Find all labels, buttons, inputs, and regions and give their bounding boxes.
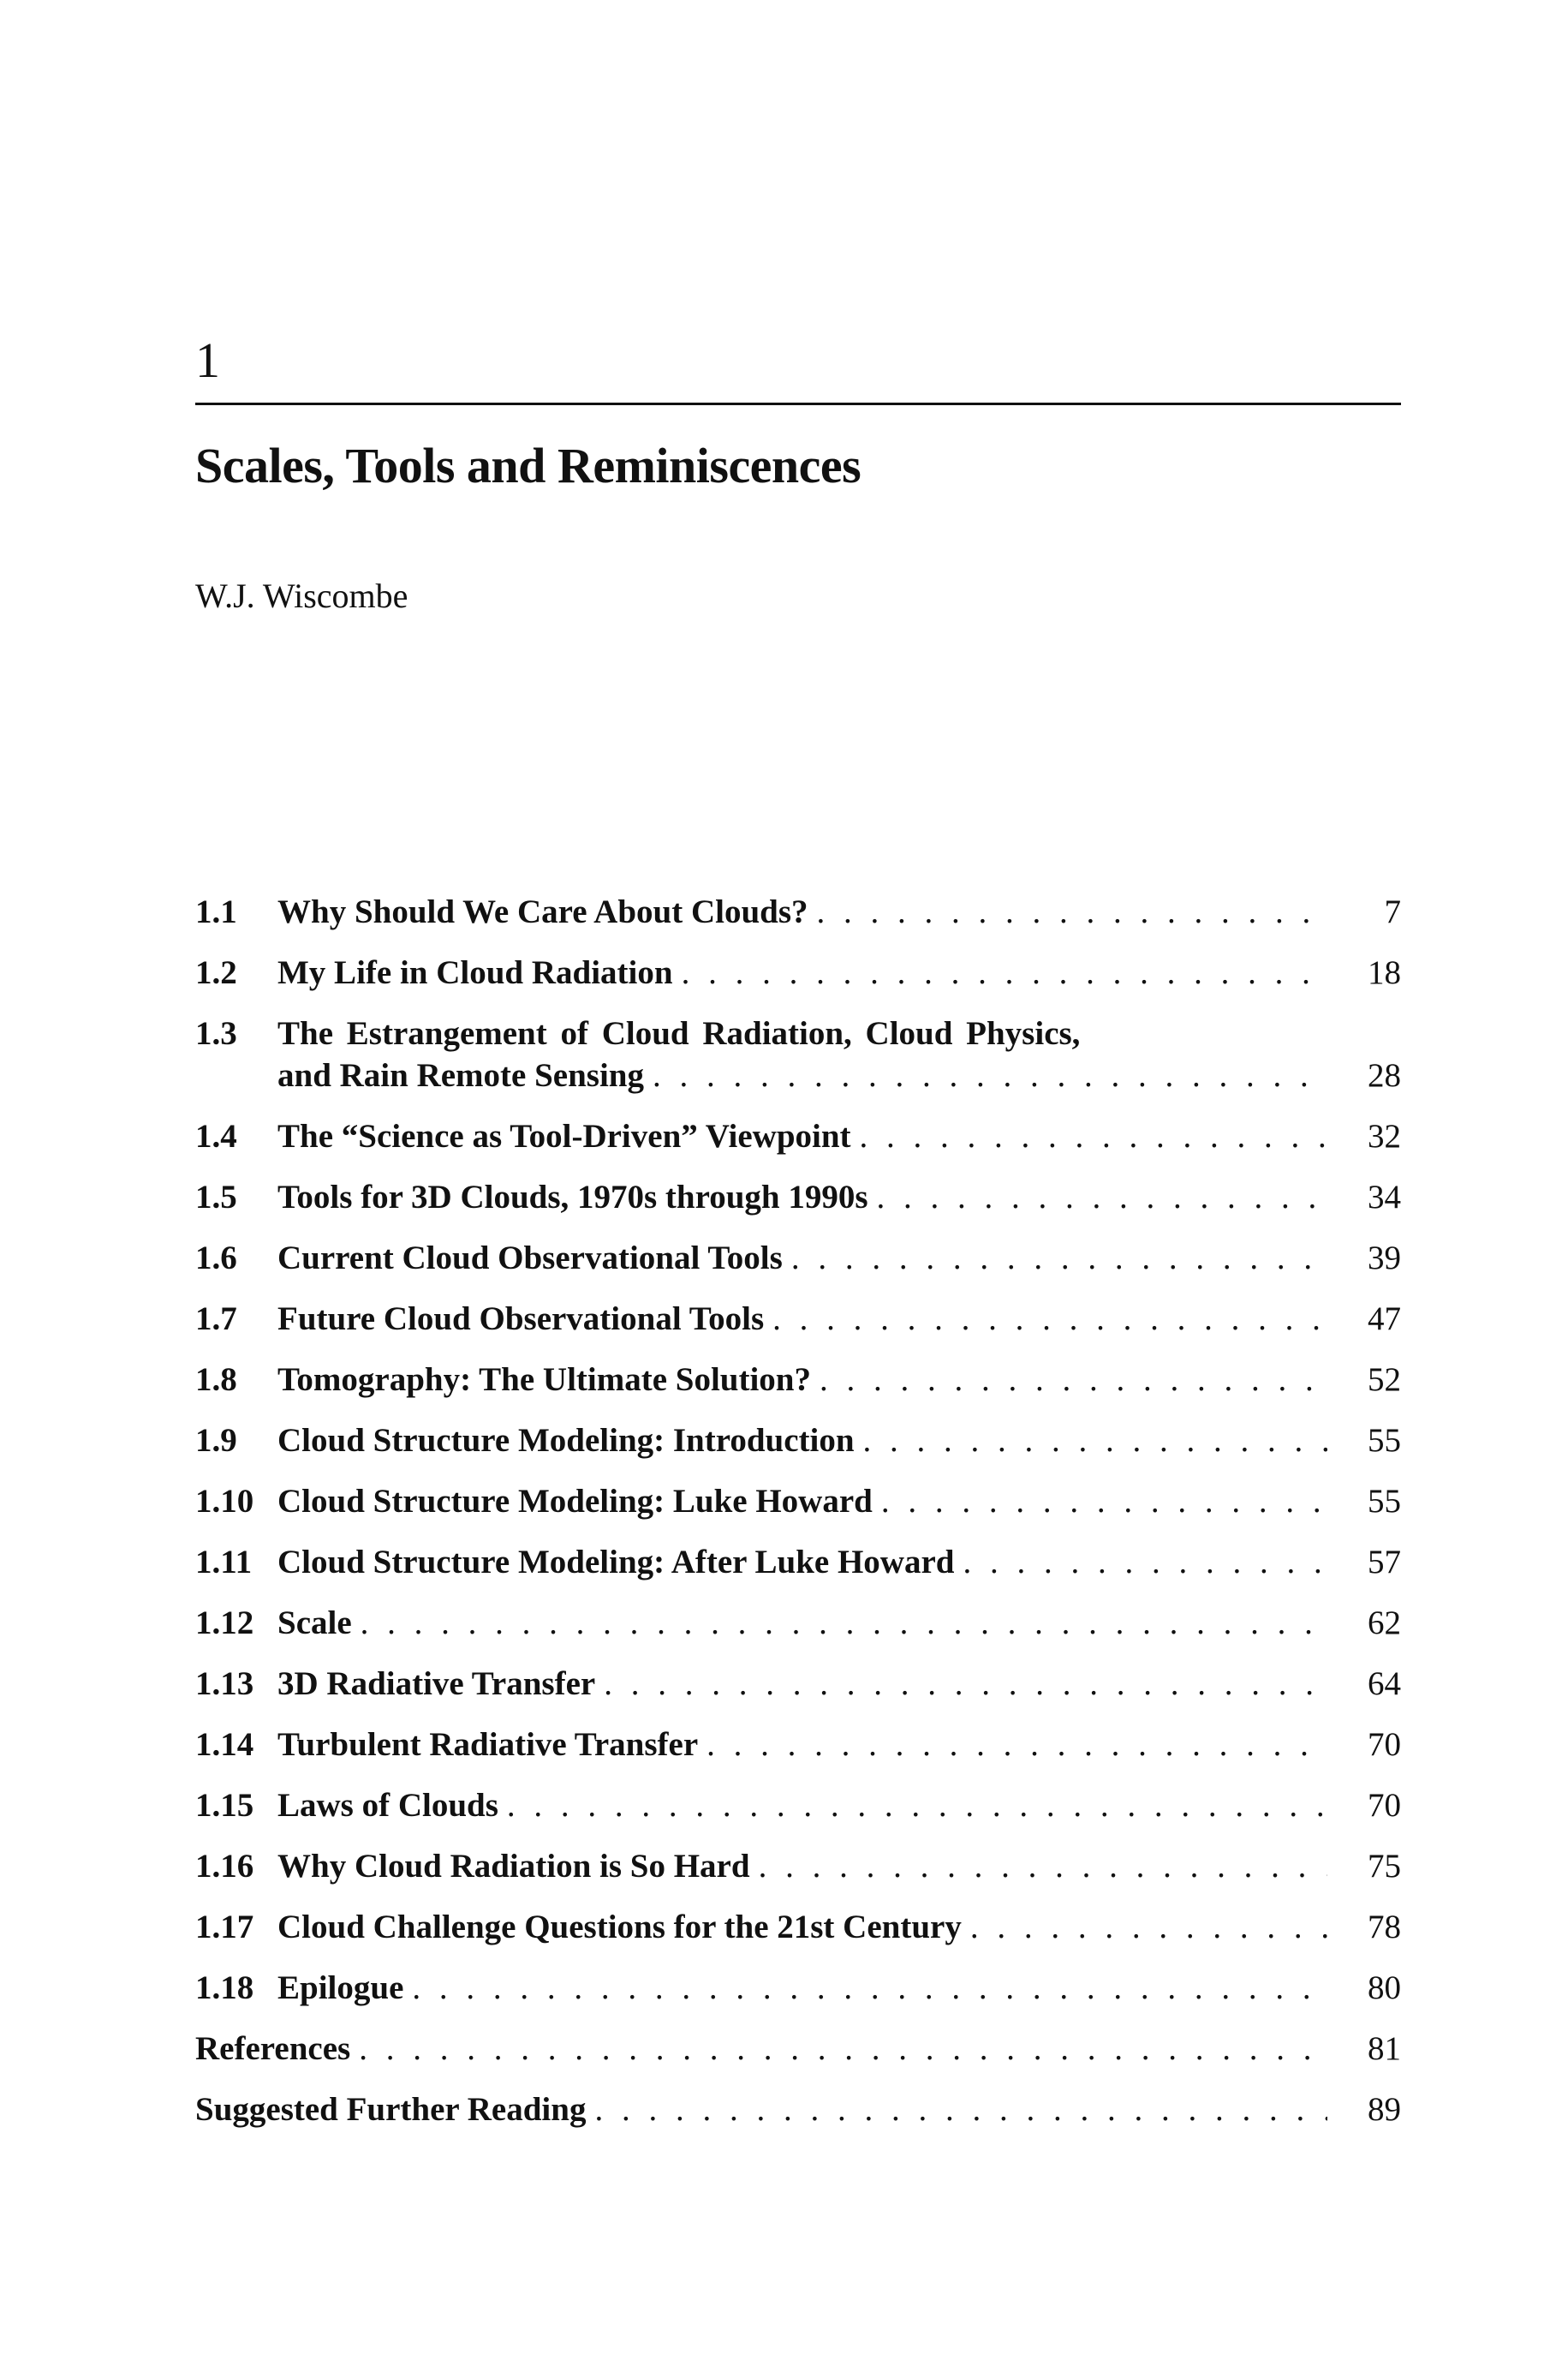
toc-entry-1-3[interactable] [195,1013,1401,1096]
toc-leader-dots [863,1419,1327,1461]
toc-entry-title: Why Should We Care About Clouds? [277,893,808,930]
toc-entry-number: 1.10 [195,1483,254,1520]
toc-entry-number: 1.1 [195,893,237,930]
toc-leader-dots [820,1359,1327,1401]
toc-entry-title: Laws of Clouds [277,1787,498,1824]
toc-entry-page: 62 [1368,1604,1401,1641]
toc-leader-dots [682,952,1327,994]
toc-entry-page: 70 [1368,1787,1401,1824]
toc-entry-1-13[interactable] [195,1663,1401,1705]
toc-leader-dots [604,1663,1327,1705]
toc-entry-further-reading[interactable] [195,2088,1401,2130]
chapter-rule [195,403,1401,405]
chapter-title: Scales, Tools and Reminiscences [195,438,862,493]
toc-entry-1-6[interactable] [195,1237,1401,1279]
toc-entry-number: 1.18 [195,1969,254,2006]
toc-entry-number: 1.13 [195,1665,254,1702]
toc-leader-dots [359,2028,1327,2070]
toc-leader-dots [817,891,1327,933]
toc-entry-title: Epilogue [277,1969,404,2006]
toc-entry-1-15[interactable] [195,1784,1401,1826]
toc-entry-page: 39 [1368,1240,1401,1276]
toc-entry-page: 32 [1368,1118,1401,1155]
toc-entry-page: 7 [1384,893,1401,930]
toc-entry-1-9[interactable] [195,1419,1401,1461]
toc-entry-1-1[interactable] [195,891,1401,933]
toc-leader-dots [772,1298,1327,1340]
toc-leader-dots [963,1541,1327,1583]
toc-entry-number: 1.17 [195,1909,254,1945]
toc-entry-1-17[interactable] [195,1906,1401,1948]
toc-entry-1-18[interactable] [195,1967,1401,2009]
toc-entry-number: 1.7 [195,1300,237,1337]
toc-entry-page: 34 [1368,1179,1401,1216]
toc-entry-title: Tomography: The Ultimate Solution? [277,1361,811,1398]
toc-entry-page: 70 [1368,1726,1401,1763]
chapter-author: W.J. Wiscombe [195,577,408,615]
toc-entry-title: Why Cloud Radiation is So Hard [277,1848,750,1885]
toc-entry-title: The “Science as Tool-Driven” Viewpoint [277,1118,851,1155]
toc-entry-title: Cloud Challenge Questions for the 21st Century [277,1909,962,1945]
toc-entry-number: 1.5 [195,1179,237,1216]
toc-entry-1-2[interactable] [195,952,1401,994]
toc-entry-page: 55 [1368,1483,1401,1520]
toc-entry-page: 28 [1368,1057,1401,1094]
toc-entry-number: 1.3 [195,1015,237,1052]
toc-entry-page: 81 [1368,2030,1401,2067]
toc-leader-dots [361,1602,1327,1644]
toc-entry-title-line1: The Estrangement of Cloud Radiation, Cloud Physics, [277,1015,1081,1052]
toc-entry-page: 64 [1368,1665,1401,1702]
toc-entry-page: 55 [1368,1422,1401,1459]
toc-entry-title: References [195,2030,351,2067]
toc-entry-title-line2: and Rain Remote Sensing [277,1057,644,1094]
toc-leader-dots [791,1237,1327,1279]
toc-entry-1-11[interactable] [195,1541,1401,1583]
toc-entry-number: 1.14 [195,1726,254,1763]
toc-entry-number: 1.11 [195,1544,253,1580]
toc-entry-page: 47 [1368,1300,1401,1337]
toc-entry-1-8[interactable] [195,1359,1401,1401]
toc-leader-dots [653,1055,1327,1096]
toc-entry-number: 1.6 [195,1240,237,1276]
toc-entry-title: Scale [277,1604,352,1641]
toc-entry-references[interactable] [195,2028,1401,2070]
toc-entry-number: 1.4 [195,1118,237,1155]
toc-entry-number: 1.15 [195,1787,254,1824]
toc-entry-title: Cloud Structure Modeling: Luke Howard [277,1483,873,1520]
toc-entry-title: 3D Radiative Transfer [277,1665,596,1702]
toc-entry-1-7[interactable] [195,1298,1401,1340]
toc-entry-number: 1.8 [195,1361,237,1398]
toc-entry-1-16[interactable] [195,1845,1401,1887]
toc-entry-1-12[interactable] [195,1602,1401,1644]
table-of-contents [195,891,1401,2149]
toc-leader-dots [594,2088,1327,2130]
toc-entry-title: Suggested Further Reading [195,2091,587,2128]
toc-entry-page: 78 [1368,1909,1401,1945]
toc-entry-number: 1.16 [195,1848,254,1885]
toc-entry-title: Future Cloud Observational Tools [277,1300,765,1337]
toc-leader-dots [860,1115,1327,1157]
toc-entry-page: 75 [1368,1848,1401,1885]
toc-entry-title: Turbulent Radiative Transfer [277,1726,699,1763]
toc-leader-dots [412,1967,1327,2009]
toc-leader-dots [970,1906,1327,1948]
toc-entry-title: Current Cloud Observational Tools [277,1240,783,1276]
toc-entry-1-4[interactable] [195,1115,1401,1157]
toc-entry-page: 52 [1368,1361,1401,1398]
toc-entry-page: 57 [1368,1544,1401,1580]
toc-entry-number: 1.9 [195,1422,237,1459]
toc-entry-1-5[interactable] [195,1176,1401,1218]
toc-entry-1-10[interactable] [195,1480,1401,1522]
toc-leader-dots [881,1480,1327,1522]
toc-entry-title: Cloud Structure Modeling: Introduction [277,1422,855,1459]
toc-leader-dots [507,1784,1327,1826]
toc-entry-page: 89 [1368,2091,1401,2128]
toc-entry-1-14[interactable] [195,1724,1401,1766]
toc-entry-page: 18 [1368,954,1401,991]
chapter-number: 1 [195,332,220,388]
toc-entry-page: 80 [1368,1969,1401,2006]
toc-entry-title: My Life in Cloud Radiation [277,954,673,991]
toc-entry-title: Cloud Structure Modeling: After Luke Howard [277,1544,955,1580]
toc-entry-number: 1.12 [195,1604,254,1641]
toc-entry-title: Tools for 3D Clouds, 1970s through 1990s [277,1179,868,1216]
toc-leader-dots [706,1724,1327,1766]
toc-leader-dots [877,1176,1327,1218]
toc-entry-number: 1.2 [195,954,237,991]
toc-leader-dots [759,1845,1327,1887]
